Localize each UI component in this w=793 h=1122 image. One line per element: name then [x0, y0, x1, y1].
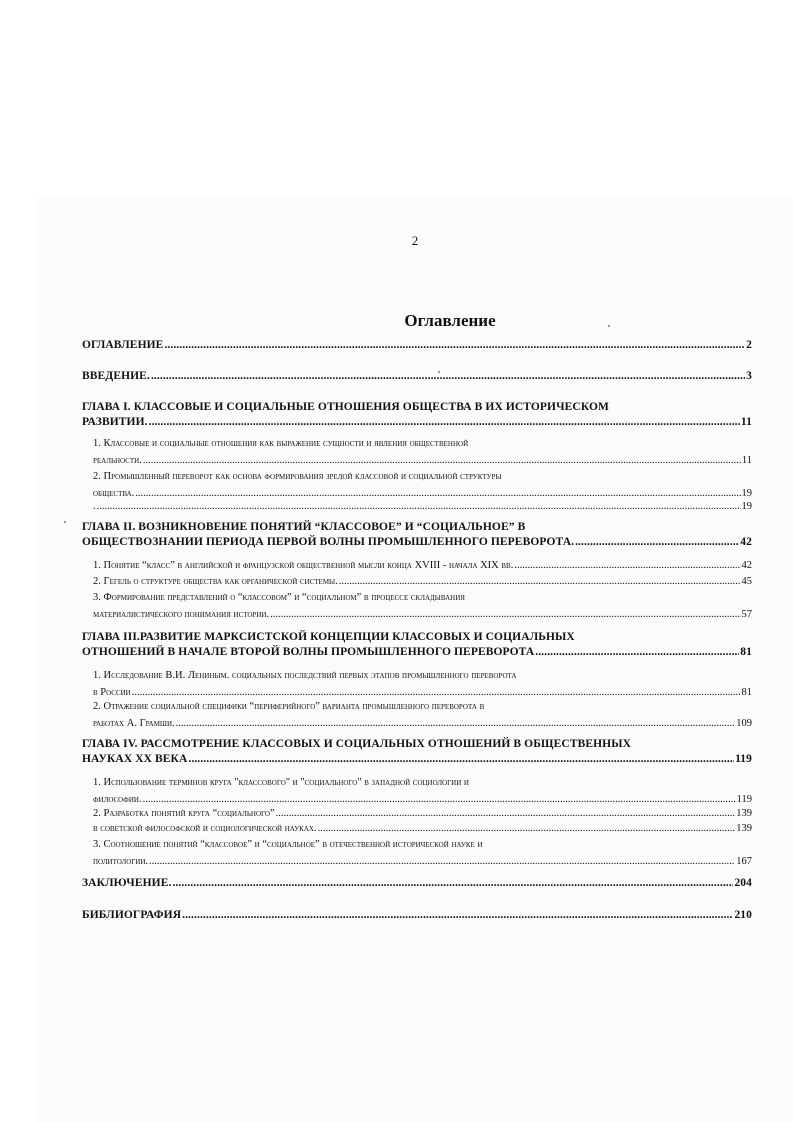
- toc-line: [93, 499, 752, 516]
- toc-entry-section-2-1[interactable]: [93, 558, 752, 575]
- toc-entry-text: ГЛАВА II. ВОЗНИКНОВЕНИЕ ПОНЯТИЙ “КЛАССОВОЕ” И “СОЦИАЛЬНОЕ” В: [82, 521, 526, 533]
- toc-page-number: 19: [741, 501, 752, 512]
- toc-line: [93, 716, 752, 733]
- toc-page-number: 139: [736, 808, 752, 819]
- toc-entry-section-3-2[interactable]: [93, 699, 752, 732]
- page-number: 2: [411, 233, 419, 248]
- toc-page-number: 19: [741, 487, 752, 499]
- toc-line: [82, 400, 752, 415]
- toc-page-number: 139: [736, 823, 752, 834]
- toc-line: [93, 854, 752, 871]
- toc-line: [93, 558, 752, 575]
- toc-line: [93, 607, 752, 624]
- toc-entry-chapter-2[interactable]: [82, 520, 752, 550]
- toc-entry-introduction[interactable]: [82, 369, 752, 384]
- toc-line: [82, 737, 752, 752]
- toc-line: [82, 876, 752, 891]
- toc-entry-chapter-3[interactable]: [82, 630, 752, 660]
- toc-entry-chapter-1[interactable]: [82, 400, 752, 430]
- scanned-page-area: [35, 198, 793, 1122]
- toc-page-number: 11: [741, 454, 752, 466]
- toc-entry-text: в советской философской и социологической науках.: [93, 823, 317, 834]
- toc-entry-section-3-1[interactable]: [93, 668, 752, 701]
- toc-entry-text: ГЛАВА III.РАЗВИТИЕ МАРКСИСТСКОЙ КОНЦЕПЦИИ КЛАССОВЫХ И СОЦИАЛЬНЫХ: [82, 631, 575, 643]
- toc-line: [82, 752, 752, 767]
- toc-entry-contents[interactable]: [82, 338, 752, 353]
- toc-entry-chapter-4[interactable]: [82, 737, 752, 767]
- toc-entry-text: реальности.: [93, 454, 142, 466]
- dot-leader: [172, 876, 733, 891]
- toc-line: [82, 338, 752, 353]
- toc-entry-text: ОБЩЕСТВОЗНАНИИ ПЕРИОДА ПЕРВОЙ ВОЛНЫ ПРОМЫШЛЕННОГО ПЕРЕВОРОТА.: [82, 536, 575, 548]
- toc-entry-text: РАЗВИТИИ.: [82, 416, 148, 428]
- dot-leader: [575, 535, 739, 550]
- toc-entry-text: 2. Промышленный переворот как основа формирования зрелой классовой и социальной структуры: [93, 471, 502, 482]
- toc-line: [82, 535, 752, 550]
- toc-line: [93, 837, 752, 854]
- toc-line: [82, 369, 752, 384]
- toc-entry-text: общества.: [93, 487, 135, 499]
- toc-entry-text: .: [93, 501, 96, 512]
- dot-leader: [339, 574, 741, 591]
- toc-entry-text: 2. Отражение социальной специфики “периферийного” варианта промышленного переворота в: [93, 701, 485, 712]
- dot-leader: [535, 645, 739, 660]
- dot-leader: [514, 558, 740, 575]
- toc-line: [93, 574, 752, 591]
- toc-entry-blank[interactable]: [93, 499, 752, 516]
- toc-entry-section-1-1[interactable]: [93, 436, 752, 469]
- toc-entry-text: в России: [93, 686, 131, 698]
- dot-leader: [182, 908, 733, 923]
- toc-entry-section-4-2-cont[interactable]: [93, 821, 752, 838]
- toc-line: [82, 520, 752, 535]
- toc-page-number: 45: [741, 576, 752, 587]
- toc-line: [93, 699, 752, 716]
- toc-entry-text: философии.: [93, 793, 142, 805]
- dot-leader: [188, 752, 734, 767]
- toc-entry-section-2-2[interactable]: [93, 574, 752, 591]
- toc-page-number: 3: [746, 370, 752, 382]
- toc-page-number: 81: [740, 646, 752, 658]
- toc-page-number: 81: [741, 686, 752, 698]
- toc-entry-section-4-1[interactable]: [93, 775, 752, 808]
- toc-page-number: 119: [735, 753, 752, 765]
- toc-entry-text: ОГЛАВЛЕНИЕ: [82, 339, 164, 351]
- toc-entry-text: ЗАКЛЮЧЕНИЕ.: [82, 877, 172, 889]
- toc-entry-text: 1. Понятие “класс” в английской и французской общественной мысли конца XVIII - начала XIX вв.: [93, 560, 514, 571]
- toc-entry-text: ОТНОШЕНИЙ В НАЧАЛЕ ВТОРОЙ ВОЛНЫ ПРОМЫШЛЕННОГО ПЕРЕВОРОТА: [82, 646, 535, 658]
- toc-entry-section-1-2[interactable]: [93, 469, 752, 502]
- dot-leader: [149, 415, 740, 430]
- toc-entry-text: работах А. Грамши.: [93, 717, 175, 729]
- scan-speck: [608, 325, 610, 327]
- toc-entry-bibliography[interactable]: [82, 908, 752, 923]
- toc-entry-section-2-3[interactable]: [93, 590, 752, 623]
- toc-line: [93, 590, 752, 607]
- toc-line: [93, 469, 752, 486]
- toc-page-number: 57: [741, 608, 752, 620]
- toc-entry-text: БИБЛИОГРАФИЯ: [82, 909, 182, 921]
- toc-line: [82, 645, 752, 660]
- dot-leader: [318, 821, 736, 838]
- dot-leader: [164, 338, 745, 353]
- toc-page-number: 11: [740, 416, 752, 428]
- toc-entry-text: ГЛАВА IV. РАССМОТРЕНИЕ КЛАССОВЫХ И СОЦИАЛЬНЫХ ОТНОШЕНИЙ В ОБЩЕСТВЕННЫХ: [82, 738, 632, 750]
- dot-leader: [176, 716, 736, 733]
- toc-entry-text: ВВЕДЕНИЕ.: [82, 370, 150, 382]
- dot-leader: [270, 607, 740, 624]
- scan-speck: [64, 521, 66, 523]
- toc-entry-text: 3. Формирование представлений о “классовом” и “социальном” в процессе складывания: [93, 592, 465, 603]
- toc-page-number: 42: [741, 560, 752, 571]
- toc-page-number: 109: [736, 717, 752, 729]
- toc-line: [93, 453, 752, 470]
- toc-entry-text: ГЛАВА I. КЛАССОВЫЕ И СОЦИАЛЬНЫЕ ОТНОШЕНИЯ ОБЩЕСТВА В ИХ ИСТОРИЧЕСКОМ: [82, 401, 609, 413]
- toc-line: [82, 630, 752, 645]
- toc-entry-text: 1. Исследование В.И. Лениным. социальных последствий первых этапов промышленного переворота: [93, 670, 517, 681]
- toc-page-number: 167: [736, 855, 752, 867]
- toc-line: [93, 775, 752, 792]
- toc-entry-text: 2. Разработка понятий круга “социального”: [93, 808, 275, 819]
- toc-entry-text: НАУКАХ XX ВЕКА: [82, 753, 188, 765]
- dot-leader: [151, 369, 745, 384]
- toc-entry-text: 1. Использование терминов круга "классового" и "социального" в западной социологии и: [93, 777, 469, 788]
- toc-page-number: 204: [734, 877, 752, 889]
- toc-line: [93, 821, 752, 838]
- toc-line: [82, 908, 752, 923]
- toc-entry-text: политологии.: [93, 855, 149, 867]
- toc-entry-section-4-3[interactable]: [93, 837, 752, 870]
- toc-line: [93, 668, 752, 685]
- toc-entry-text: 2. Гегель о структуре общества как органической системы.: [93, 576, 338, 587]
- scan-speck: [438, 371, 440, 373]
- dot-leader: [143, 453, 741, 470]
- toc-title: Оглавление: [404, 311, 496, 330]
- toc-entry-text: 3. Соотношение понятий “классовое” и “социальное” в отечественной исторической науке и: [93, 839, 483, 850]
- toc-page-number: 119: [736, 793, 752, 805]
- toc-entry-conclusion[interactable]: [82, 876, 752, 891]
- dot-leader: [97, 499, 741, 516]
- toc-entry-text: 1. Классовые и социальные отношения как выражение сущности и явления общественной: [93, 438, 469, 449]
- toc-entry-text: материалистического понимания истории.: [93, 608, 270, 620]
- toc-line: [93, 436, 752, 453]
- toc-page-number: 2: [746, 339, 752, 351]
- toc-page-number: 42: [740, 536, 752, 548]
- toc-line: [82, 415, 752, 430]
- dot-leader: [149, 854, 735, 871]
- toc-page-number: 210: [734, 909, 752, 921]
